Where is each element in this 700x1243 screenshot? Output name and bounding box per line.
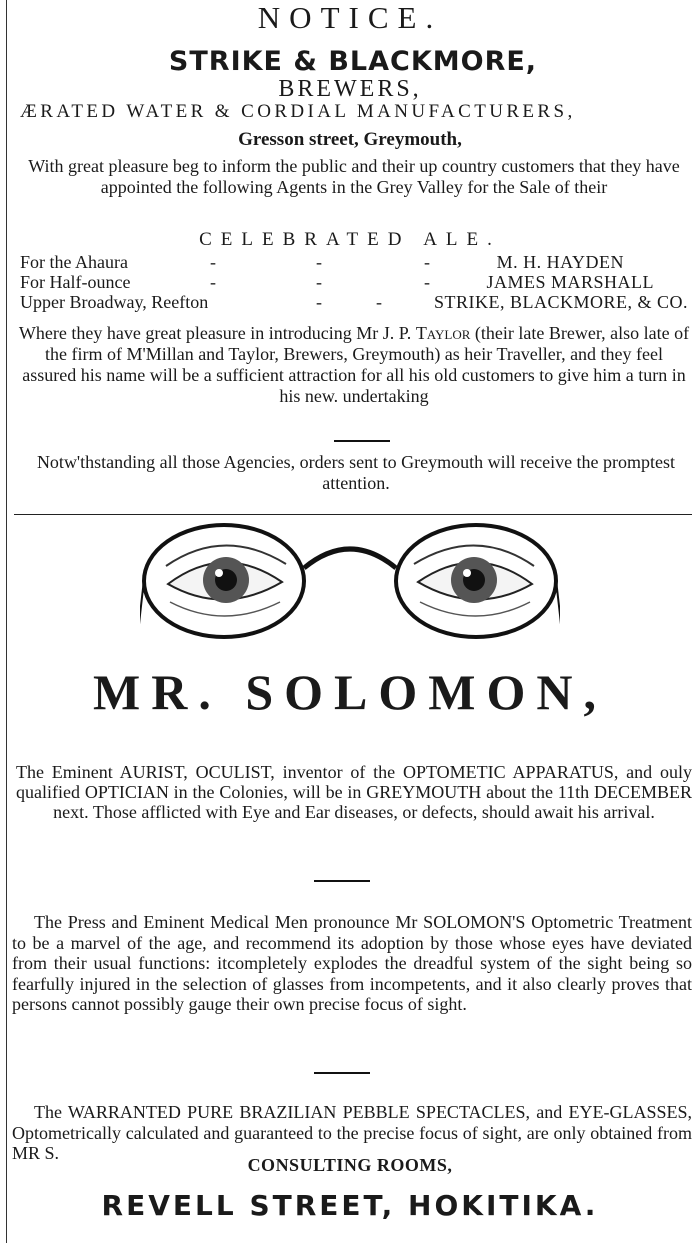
agent-row [20,292,688,312]
traveller-name: Taylor [415,323,471,343]
leader-dot: - [316,272,322,292]
leader-dot: - [316,252,322,272]
leader-dot: - [424,272,430,292]
leader-dot: - [424,252,430,272]
right-eye [414,545,534,616]
leader-dot: - [210,272,216,292]
leader-dot: - [376,292,382,312]
aurist-paragraph: The Eminent AURIST, OCULIST, inventor of the OPTOMETIC APPARATUS, and ouly qualified OPTICIAN in the Colonies, will be in GREYMOUTH about the 11th DECEMBER next. Those afflicted with Eye and Ear diseases, or defects, should await his arrival. [16,762,692,822]
agent-name: JAMES MARSHALL [486,272,654,292]
advert-separator [14,514,692,515]
leader-dot: - [316,292,322,312]
agent-name: STRIKE, BLACKMORE, & CO. [433,292,688,312]
consulting-rooms-address: REVELL STREET, HOKITIKA. [101,1189,599,1222]
agent-name: M. H. HAYDEN [496,252,624,272]
agent-row [20,272,688,292]
intro-paragraph: With great pleasure beg to inform the public and their up country customers that they have appointed the following Agents in the Grey Valley for the Sale of their [28,156,680,197]
agents-list [20,252,688,312]
firm-trade: BREWERS, [278,76,422,102]
agent-place: Upper Broadway, Reefton [20,292,209,312]
agent-row [20,252,688,272]
consulting-rooms-label: CONSULTING ROOMS, [247,1155,453,1175]
traveller-text-pre: Where they have great pleasure in introducing Mr J. P. [18,323,416,343]
agent-place: For Half-ounce [20,272,131,292]
treatment-paragraph: The Press and Eminent Medical Men pronounce Mr SOLOMON'S Optometric Treatment to be a marvel of the age, and recommend its adoption by those whose eyes have deviated from their usual functions: itcompletely explodes the dreadful system of the sight being so fearfully injured in the selection of glasses from incompetents, and it also clearly proves that persons cannot possibly gauge their own precise focus of sight. [12,912,692,1014]
firm-name: STRIKE & BLACKMORE, [168,46,538,77]
section-divider [314,880,370,882]
closing-paragraph: Notw'thstanding all those Agencies, orders sent to Greymouth will receive the promptest attention. [36,452,676,493]
traveller-text-post: (their late Brewer, also late of the firm of M'Millan and Taylor, Brewers, Greymouth) as heir Traveller, and they feel assured his name will be a sufficient attraction for all his old customers to give him a turn in his new. undertaking [22,323,690,406]
left-eye [166,545,286,616]
spectacles-icon [140,518,560,644]
product-heading: CELEBRATED ALE. [199,229,501,250]
firm-address: Gresson street, Greymouth, [238,129,462,150]
notice-heading: NOTICE. [257,0,443,35]
solomon-heading: MR. SOLOMON, [93,664,607,720]
firm-subtitle: ÆRATED WATER & CORDIAL MANUFACTURERS, [20,101,576,122]
spectacles-paragraph: The WARRANTED PURE BRAZILIAN PEBBLE SPECTACLES, and EYE-GLASSES, Optometrically calculated and guaranteed to the precise focus of sight, are only obtained from MR S. [12,1102,692,1163]
leader-dot: - [210,252,216,272]
agent-place: For the Ahaura [20,252,128,272]
traveller-paragraph [16,323,692,407]
section-divider [314,1072,370,1074]
column-rule [6,0,7,1243]
section-divider [334,440,390,442]
